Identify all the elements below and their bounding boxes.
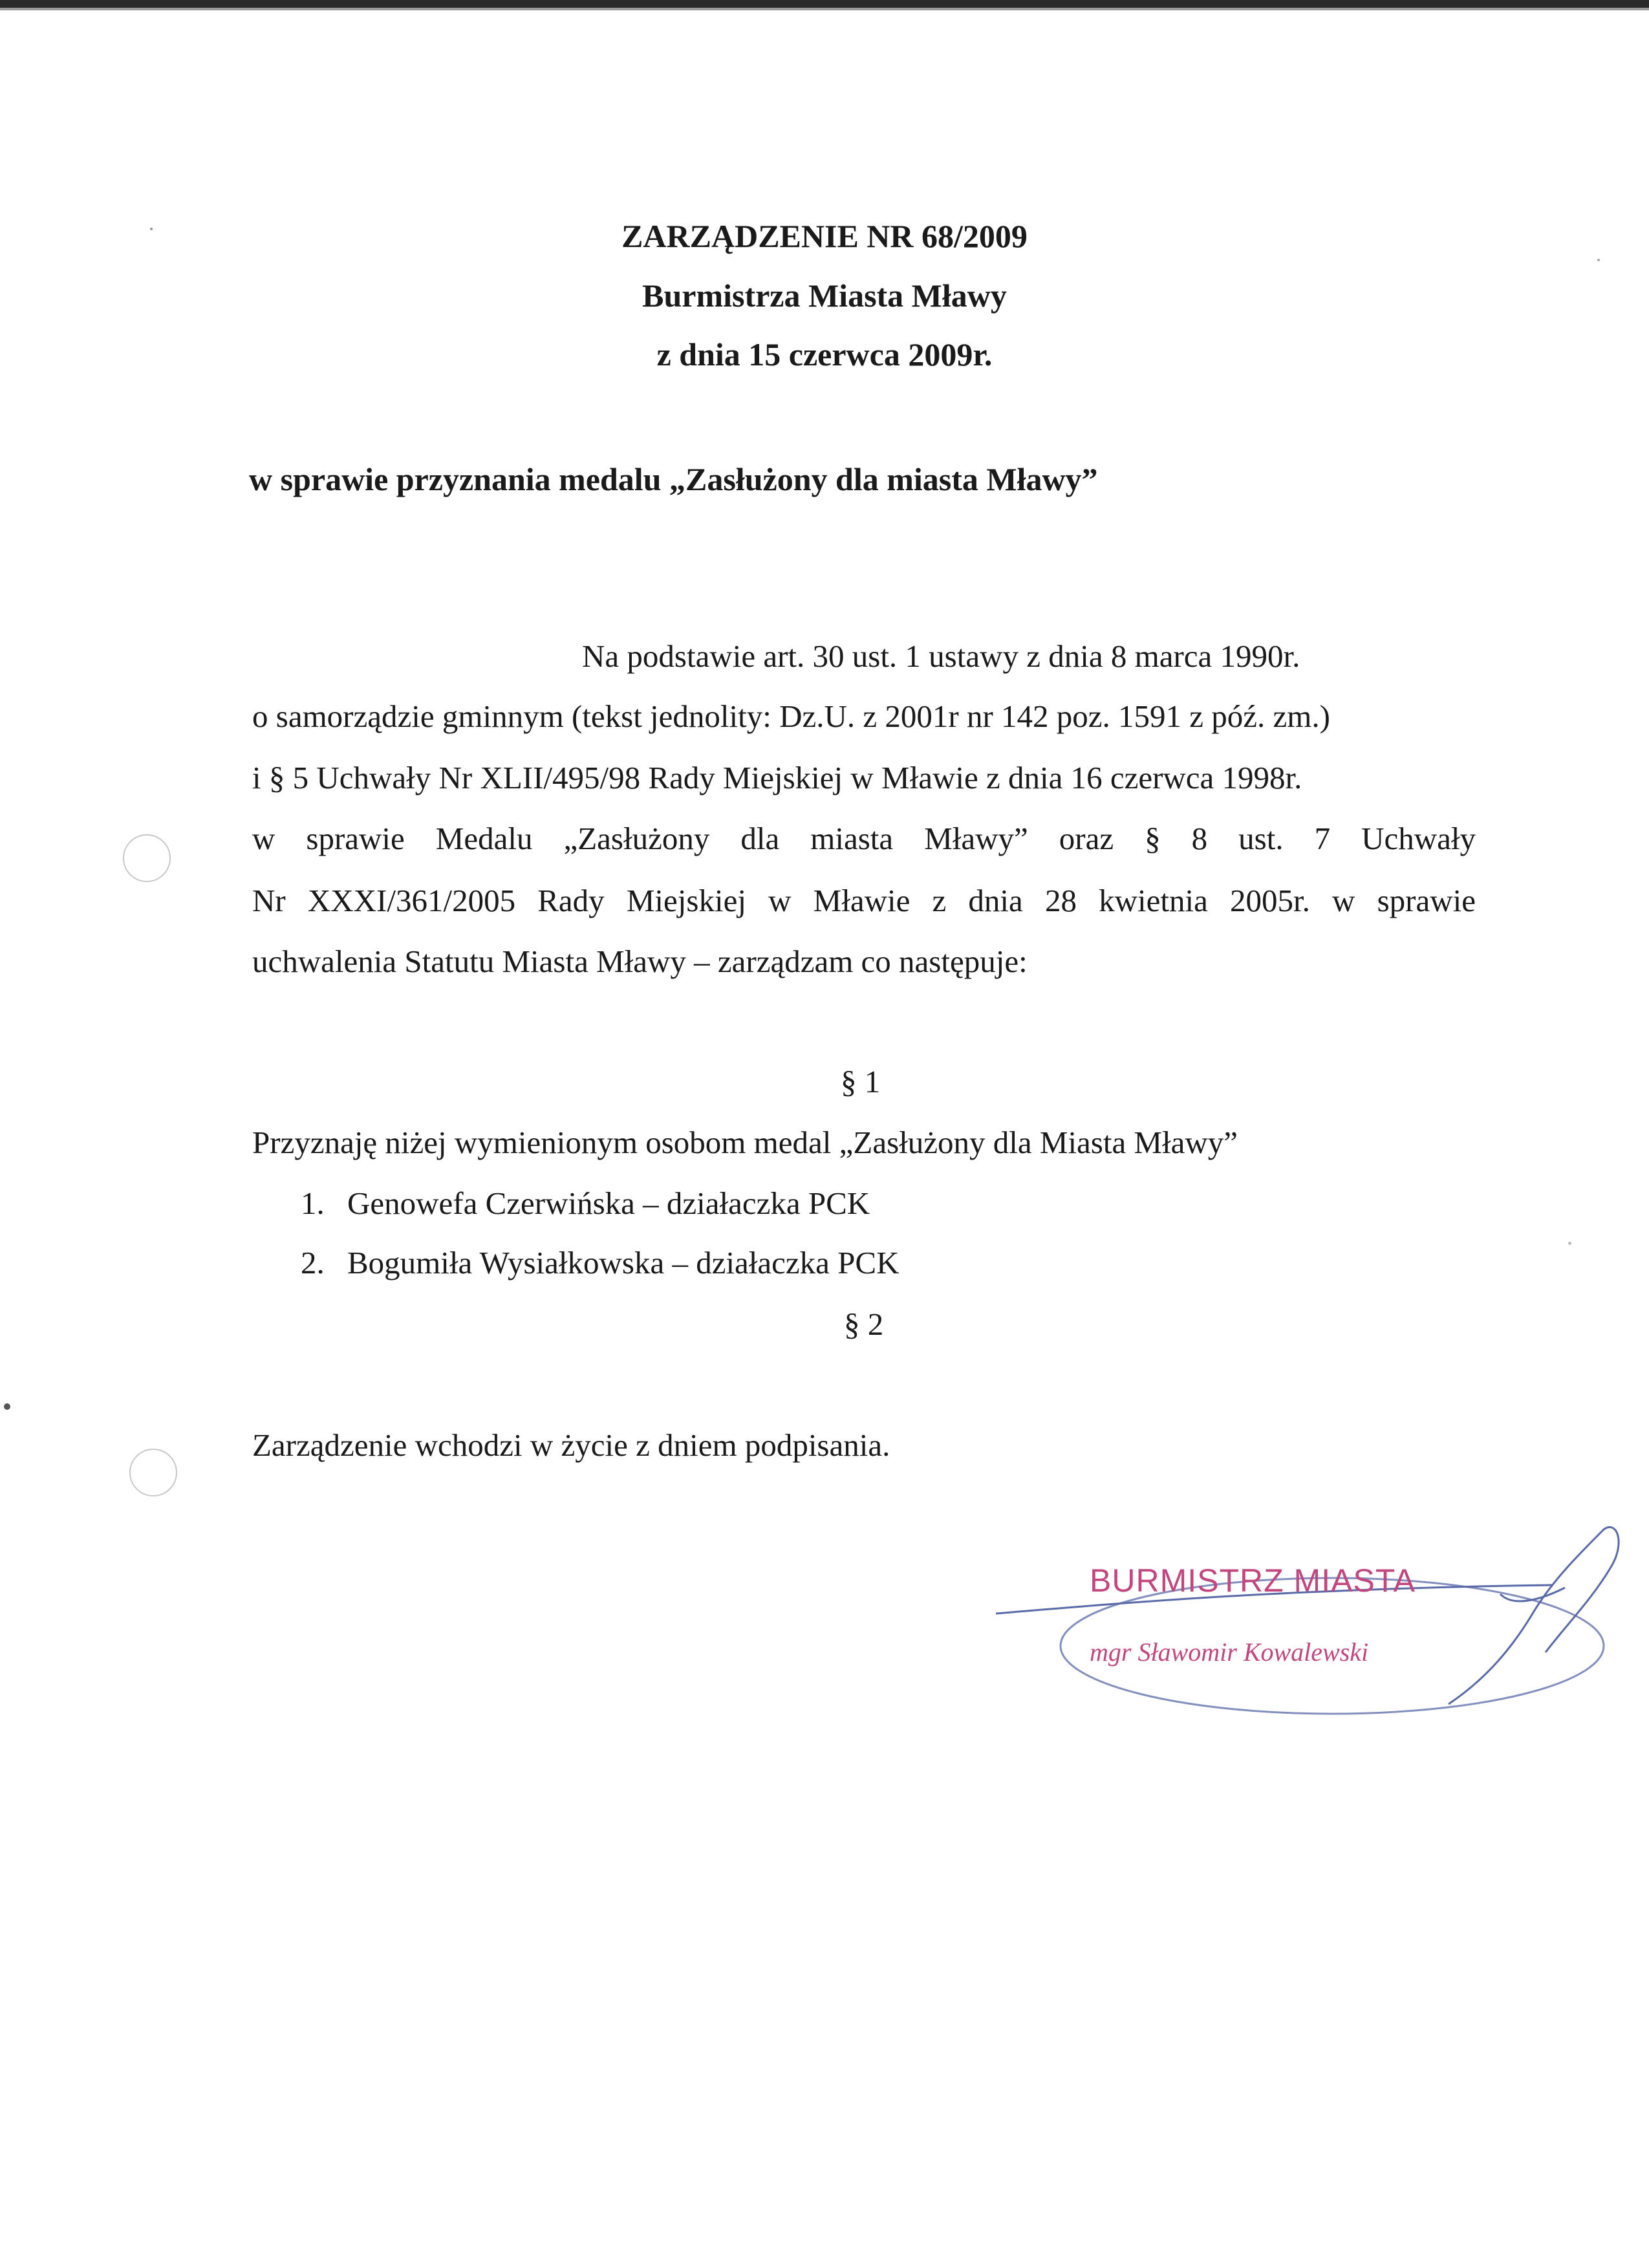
stamp-name: mgr Sławomir Kowalewski <box>1090 1637 1369 1667</box>
punch-hole-upper <box>123 834 171 882</box>
scan-speck <box>1568 1242 1571 1245</box>
document-date: z dnia 15 czerwca 2009r. <box>656 336 993 373</box>
section-1-mark: § 1 <box>841 1064 881 1099</box>
stamp-outline <box>996 1517 1630 1730</box>
section-2-mark: § 2 <box>844 1306 884 1342</box>
document-subject: w sprawie przyznania medalu „Zasłużony dla miasta Mławy” <box>249 461 1098 497</box>
preamble-line-6: uchwalenia Statutu Miasta Mławy – zarządzam co następuje: <box>252 944 1028 979</box>
preamble-line-3: i § 5 Uchwały Nr XLII/495/98 Rady Miejskiej w Mławie z dnia 16 czerwca 1998r. <box>252 760 1302 795</box>
punch-hole-lower <box>129 1449 177 1496</box>
stamp-title: BURMISTRZ MIASTA <box>1090 1562 1416 1599</box>
list-item <box>301 1247 899 1279</box>
list-item-number: 2. <box>301 1245 325 1280</box>
scan-page-edge <box>0 8 1649 10</box>
document-issuer: Burmistrza Miasta Mławy <box>642 277 1007 314</box>
section-1-intro: Przyznaję niżej wymienionym osobom medal „Zasłużony dla Miasta Mławy” <box>252 1125 1238 1160</box>
preamble-line-2: o samorządzie gminnym (tekst jednolity: Dz.U. z 2001r nr 142 poz. 1591 z póź. zm.) <box>252 698 1330 734</box>
list-item-text: Bogumiła Wysiałkowska – działaczka PCK <box>347 1245 900 1280</box>
preamble-line-4: w sprawie Medalu „Zasłużony dla miasta Mławy” oraz § 8 ust. 7 Uchwały <box>252 821 1476 856</box>
list-item-number: 1. <box>301 1185 325 1221</box>
scan-speck <box>1597 259 1600 261</box>
scan-top-border <box>0 0 1649 8</box>
preamble-line-1: Na podstawie art. 30 ust. 1 ustawy z dnia 8 marca 1990r. <box>582 638 1300 674</box>
list-item <box>301 1187 870 1219</box>
list-item-text: Genowefa Czerwińska – działaczka PCK <box>347 1185 870 1221</box>
document-title: ZARZĄDZENIE NR 68/2009 <box>621 218 1028 254</box>
preamble-line-5: Nr XXXI/361/2005 Rady Miejskiej w Mławie z dnia 28 kwietnia 2005r. w sprawie <box>252 883 1476 918</box>
section-2-text: Zarządzenie wchodzi w życie z dniem podpisania. <box>252 1427 890 1463</box>
official-stamp <box>996 1517 1630 1730</box>
scan-speck <box>4 1403 10 1410</box>
